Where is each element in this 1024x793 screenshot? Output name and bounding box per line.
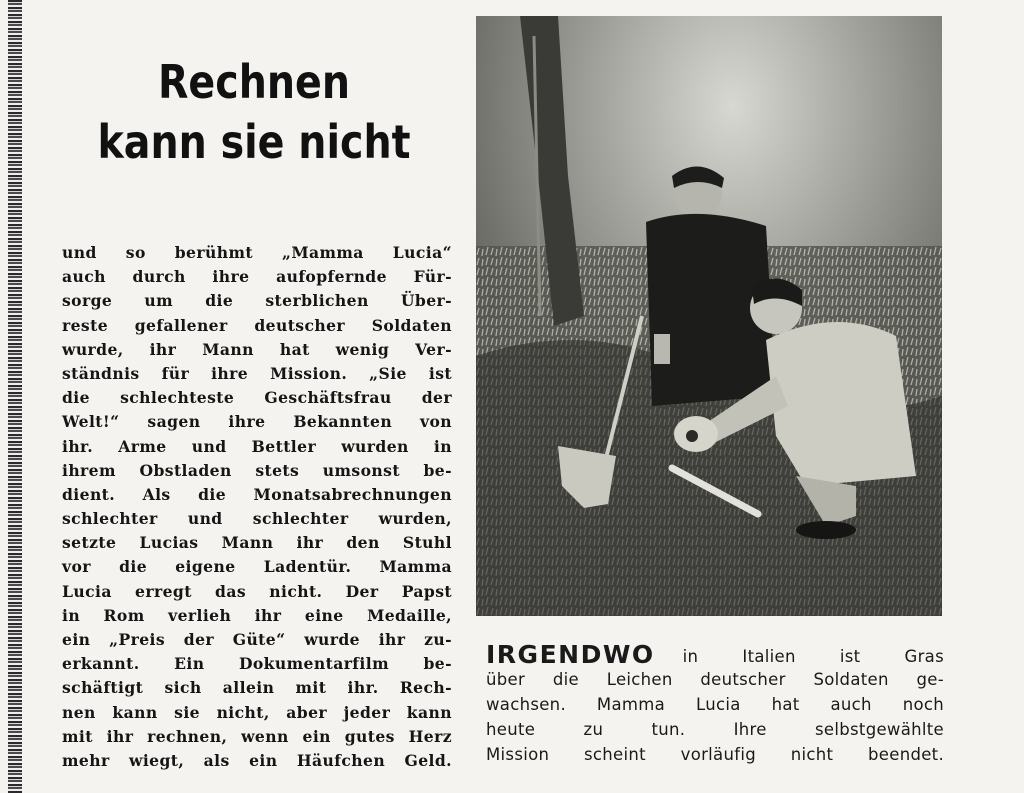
- torn-page-edge: [0, 0, 34, 793]
- body-line: nen kann sie nicht, aber jeder kann: [62, 702, 452, 722]
- body-line: Welt!“ sagen ihre Bekannten von: [62, 412, 452, 432]
- caption-line: heute zu tun. Ihre selbstgewählte: [486, 720, 944, 739]
- body-line: mit ihr rechnen, wenn ein gutes Herz: [62, 726, 452, 746]
- photo-illustration: [476, 16, 942, 616]
- photo-caption: [486, 642, 944, 767]
- body-line: die schlechteste Geschäftsfrau der: [62, 388, 452, 408]
- caption-line: Mission scheint vorläufig nicht beendet.: [486, 745, 944, 764]
- headline-line-1: Rechnen: [157, 55, 351, 109]
- article-body: [62, 241, 452, 773]
- body-line: auch durch ihre aufopfernde Für-: [62, 267, 452, 287]
- body-line: mehr wiegt, als ein Häufchen Geld.: [62, 750, 452, 770]
- body-line: vor die eigene Ladentür. Mamma: [62, 557, 452, 577]
- body-line: setzte Lucias Mann ihr den Stuhl: [62, 533, 452, 553]
- body-line: erkannt. Ein Dokumentarfilm be-: [62, 654, 452, 674]
- headline: [80, 52, 427, 172]
- caption-lead: IRGENDWO: [486, 640, 655, 669]
- caption-line: über die Leichen deutscher Soldaten ge-: [486, 670, 944, 689]
- body-line: ihrem Obstladen stets umsonst be-: [62, 460, 452, 480]
- news-photo: [476, 16, 942, 616]
- body-line: schäftigt sich allein mit ihr. Rech-: [62, 678, 452, 698]
- body-line: reste gefallener deutscher Soldaten: [62, 315, 452, 335]
- caption-line-1: [486, 642, 944, 667]
- headline-line-2: kann sie nicht: [97, 115, 411, 169]
- body-line: in Rom verlieh ihr eine Medaille,: [62, 605, 452, 625]
- body-line: ihr. Arme und Bettler wurden in: [62, 436, 452, 456]
- body-line: schlechter und schlechter wurden,: [62, 509, 452, 529]
- body-line: dient. Als die Monatsabrechnungen: [62, 484, 452, 504]
- body-line: und so berühmt „Mamma Lucia“: [62, 243, 452, 262]
- caption-line: wachsen. Mamma Lucia hat auch noch: [486, 695, 944, 714]
- body-line: sorge um die sterblichen Über-: [62, 291, 452, 311]
- body-line: ein „Preis der Güte“ wurde ihr zu-: [62, 630, 452, 649]
- body-line: Lucia erregt das nicht. Der Papst: [62, 581, 452, 601]
- body-line: ständnis für ihre Mission. „Sie ist: [62, 363, 452, 383]
- body-line: wurde, ihr Mann hat wenig Ver-: [62, 339, 452, 359]
- caption-first-line-rest: in Italien ist Gras: [682, 647, 944, 666]
